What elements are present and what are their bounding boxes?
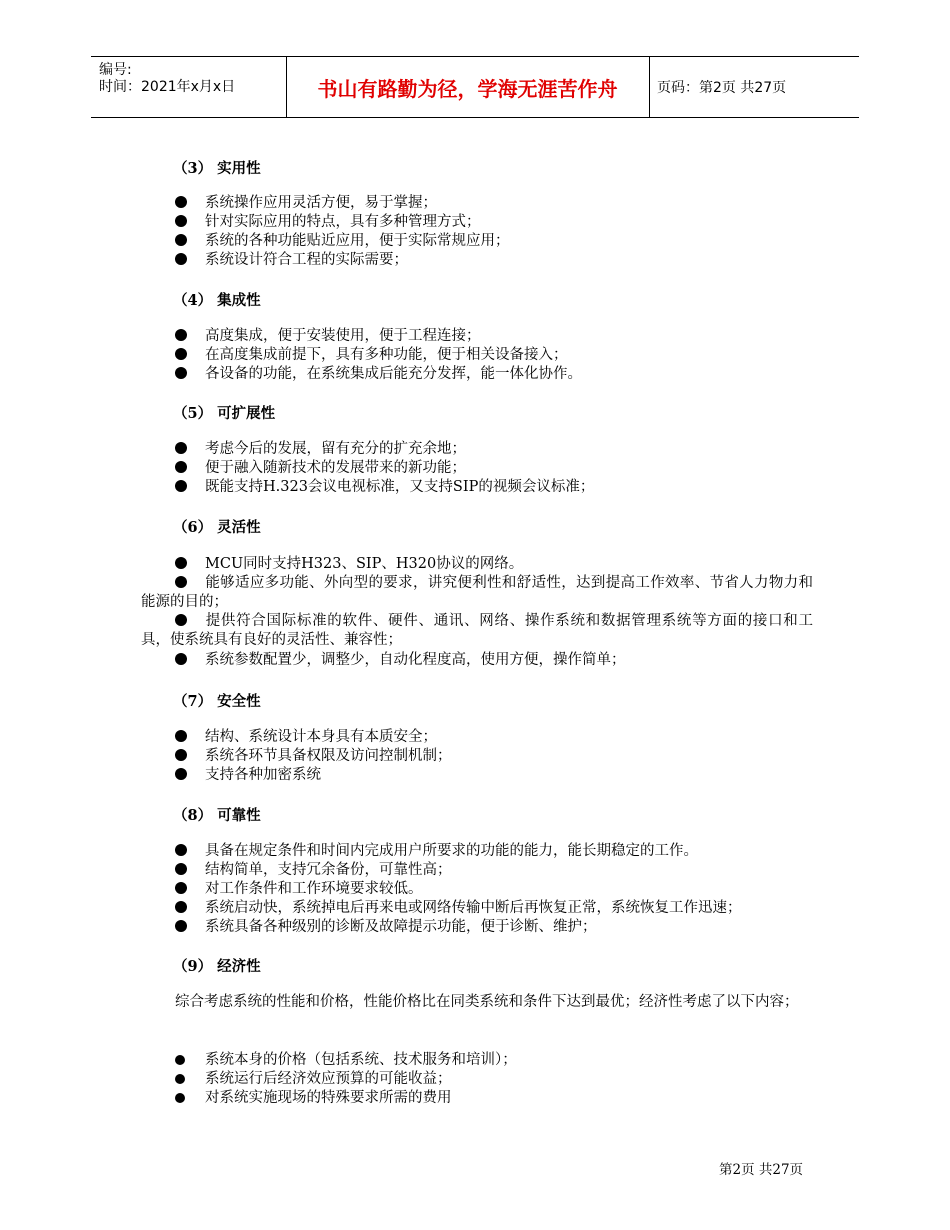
document-time-label: 时间：2021年x月x日	[99, 79, 236, 95]
bullet-icon	[175, 768, 187, 780]
header-motto: 书山有路勤为径，学海无涯苦作舟	[317, 76, 618, 101]
list-item: 支持各种加密系统	[175, 766, 321, 785]
bullet-icon	[175, 367, 187, 379]
bullet-icon	[175, 557, 187, 569]
list-item: MCU同时支持H323、SIP、H320协议的网络。	[175, 555, 523, 574]
bullet-icon	[175, 461, 187, 473]
bullet-icon	[175, 749, 187, 761]
bullet-icon	[175, 348, 187, 360]
list-item: 具备在规定条件和时间内完成用户所要求的功能的能力，能长期稳定的工作。	[175, 842, 698, 861]
list-item-wrapped: 提供符合国际标准的软件、硬件、通讯、网络、操作系统和数据管理系统等方面的接口和工具，使系统具有良好的灵活性、兼容性；	[141, 613, 813, 648]
list-item-wrapped: 能够适应多功能、外向型的要求，讲究便利性和舒适性，达到提高工作效率、节省人力物力和能源的目的；	[141, 575, 813, 610]
list-item: 便于融入随新技术的发展带来的新功能；	[175, 459, 466, 478]
header-page-number: 页码：第2页 共27页	[657, 80, 787, 96]
list-item: 高度集成，便于安装使用，便于工程连接；	[175, 327, 481, 346]
header-meta	[99, 62, 235, 96]
section-title: （8） 可靠性	[173, 807, 261, 824]
bullet-icon	[175, 844, 187, 856]
list-item: 系统的各种功能贴近应用，便于实际常规应用；	[175, 232, 510, 251]
bullet-icon	[175, 442, 187, 454]
bullet-icon	[175, 480, 187, 492]
bullet-icon	[175, 614, 187, 626]
section-title: （6） 灵活性	[173, 519, 261, 536]
list-item: 系统设计符合工程的实际需要；	[175, 251, 408, 270]
list-item: 系统运行后经济效应预算的可能收益；	[175, 1070, 452, 1089]
bullet-icon	[175, 196, 187, 208]
list-item: 在高度集成前提下，具有多种功能，便于相关设备接入；	[175, 346, 568, 365]
bullet-icon	[175, 730, 187, 742]
bullet-icon	[175, 920, 187, 932]
section-title: （4） 集成性	[173, 292, 261, 309]
list-item: 既能支持H.323会议电视标准，又支持SIP的视频会议标准；	[175, 478, 594, 497]
bullet-icon	[175, 882, 187, 894]
list-item: 各设备的功能，在系统集成后能充分发挥，能一体化协作。	[175, 365, 582, 384]
list-item: 考虑今后的发展，留有充分的扩充余地；	[175, 440, 466, 459]
header-divider	[649, 57, 650, 117]
bullet-icon	[175, 653, 187, 665]
list-item: 对系统实施现场的特殊要求所需的费用	[175, 1089, 452, 1108]
section-title: （7） 安全性	[173, 693, 261, 710]
list-item: 系统各环节具备权限及访问控制机制；	[175, 747, 452, 766]
page-header	[91, 56, 859, 118]
section-title: （5） 可扩展性	[173, 405, 276, 422]
bullet-icon	[175, 253, 187, 265]
section-title: （3） 实用性	[173, 160, 261, 177]
list-item: 对工作条件和工作环境要求较低。	[175, 880, 423, 899]
bullet-icon	[175, 234, 187, 246]
section-intro: 综合考虑系统的性能和价格，性能价格比在同类系统和条件下达到最优；经济性考虑了以下内容；	[175, 994, 799, 1010]
bullet-icon	[175, 1093, 185, 1103]
bullet-icon	[175, 863, 187, 875]
list-item: 系统本身的价格（包括系统、技术服务和培训）；	[175, 1051, 517, 1070]
list-item: 结构、系统设计本身具有本质安全；	[175, 728, 437, 747]
list-item: 系统具备各种级别的诊断及故障提示功能，便于诊断、维护；	[175, 918, 597, 937]
bullet-icon	[175, 901, 187, 913]
bullet-icon	[175, 1055, 185, 1065]
list-item: 系统操作应用灵活方便，易于掌握；	[175, 194, 437, 213]
list-item: 针对实际应用的特点，具有多种管理方式；	[175, 213, 481, 232]
page-footer: 第2页 共27页	[719, 1162, 804, 1178]
list-item: 结构简单，支持冗余备份，可靠性高；	[175, 861, 452, 880]
bullet-icon	[175, 329, 187, 341]
bullet-icon	[175, 1074, 185, 1084]
bullet-icon	[175, 215, 187, 227]
bullet-icon	[175, 576, 187, 588]
section-title: （9） 经济性	[173, 958, 261, 975]
document-number-label: 编号:	[99, 62, 132, 78]
list-item: 系统启动快，系统掉电后再来电或网络传输中断后再恢复正常，系统恢复工作迅速；	[175, 899, 742, 918]
list-item: 系统参数配置少，调整少，自动化程度高，使用方便，操作简单；	[175, 651, 626, 670]
